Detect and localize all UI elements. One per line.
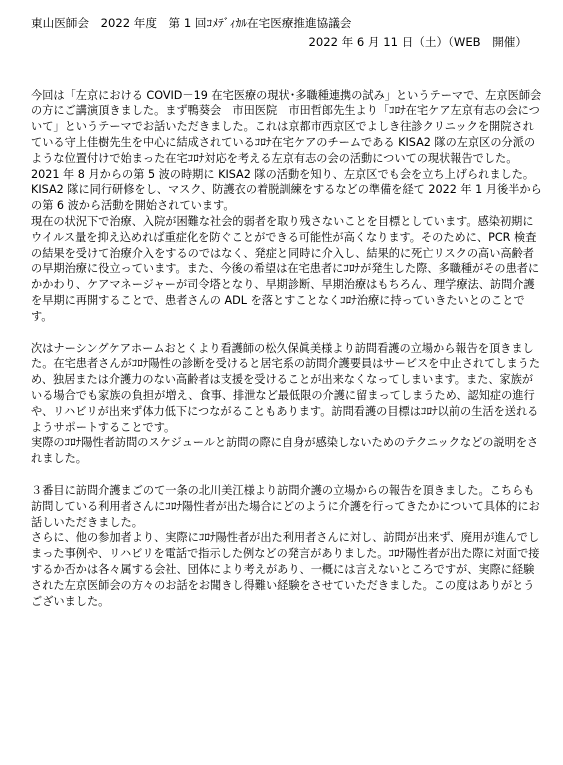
paragraph-intro: 今回は「左京における COVID－19 在宅医療の現状･多職種連携の試み」というテーマで、左京医師会の方にご講演頂きました。まず鴨葵会 市田医院 市田哲郎先生より「ｺﾛﾅ在宅ケア左京有志の会について」というテーマでお話いただきました。これは京都市西京区でよしき往診クリニックを開院されている守上佳樹先生を中心に結成されているｺﾛﾅ在宅ケアのチームである KISA2 隊の左京区の分派のような位置付けで始まった在宅ｺﾛﾅ対応を考える左京有志の会の活動についての現状報告でした。2021 年 8 月からの第 5 波の時期に KISA2 隊の活動を知り、左京区でも会を立ち上げられました。KISA2 隊に同行研修をし、マスク、防護衣の着脱訓練をするなどの準備を経て 2022 年 1 月後半からの第 6 波から活動を開始されています。 xyxy=(31,88,542,213)
report-body xyxy=(31,88,543,610)
paragraph-spacer xyxy=(31,325,543,341)
paragraph-closing: さらに、他の参加者より、実際にｺﾛﾅ陽性者が出た利用者さんに対し、訪問が出来ず、廃用が進んでしまった事例や、リハビリを電話で指示した例などの発言がありました。ｺﾛﾅ陽性者が出た際に対面で接するか否かは各々属する会社、団体により考えがあり、一概には言えないところですが、実際に経験された左京医師会の方々のお話をお聞きし得難い経験をさせていただきました。この度はありがとうございました。 xyxy=(31,531,540,608)
paragraph-care-report: ３番目に訪問介護まごのて一条の北川美江様より訪問介護の立場からの報告を頂きました。こちらも訪問している利用者さんにｺﾛﾅ陽性者が出た場合にどのように介護を行ってきたかについて具体的にお話しいただきました。 xyxy=(31,483,540,529)
paragraph-goals: 現在の状況下で治療、入院が困難な社会的弱者を取り残さないことを目標としています。感染初期にウイルス量を抑え込めれば重症化を防ぐことができる可能性が高くなります。そのために、PCR 検査の結果を受けて治療介入をするのではなく、発症と同時に介入し、結果的に死亡リスクの高い高齢者の早期治療に役立っています。また、今後の希望は在宅患者にｺﾛﾅが発生した際、多職種がその患者にかかわり、ケアマネージャーが司令塔となり、早期診断、早期治療はもちろん、理学療法、訪問介護を早期に再開することで、患者さんの ADL を落とすことなくｺﾛﾅ治療に持っていきたいとのことです。 xyxy=(31,214,540,323)
meeting-date: 2022 年 6 月 11 日（土）（WEB 開催） xyxy=(308,34,527,49)
paragraph-nursing-techniques: 実際のｺﾛﾅ陽性者訪問のスケジュールと訪問の際に自身が感染しないためのテクニックなどの説明をされました。 xyxy=(31,436,539,466)
paragraph-spacer xyxy=(31,467,543,483)
paragraph-nursing-report: 次はナーシングケアホームおとくより看護師の松久保眞美様より訪問看護の立場から報告を頂きました。在宅患者さんがｺﾛﾅ陽性の診断を受けると居宅系の訪問介護要員はサービスを中止されてしまうため、独居または介護力のない高齢者は支援を受けることが出来なくなってしまいます。また、家族がいる場合でも家族の負担が増え、食事、排泄など最低限の介護に留まってしまうため、認知症の進行や、リハビリが出来ず体力低下につながることもあります。訪問看護の目標はｺﾛﾅ以前の生活を送れるようサポートすることです。 xyxy=(31,341,541,434)
meeting-title: 東山医師会 2022 年度 第 1 回ｺﾒﾃﾞｨｶﾙ在宅医療推進協議会 xyxy=(31,16,352,30)
